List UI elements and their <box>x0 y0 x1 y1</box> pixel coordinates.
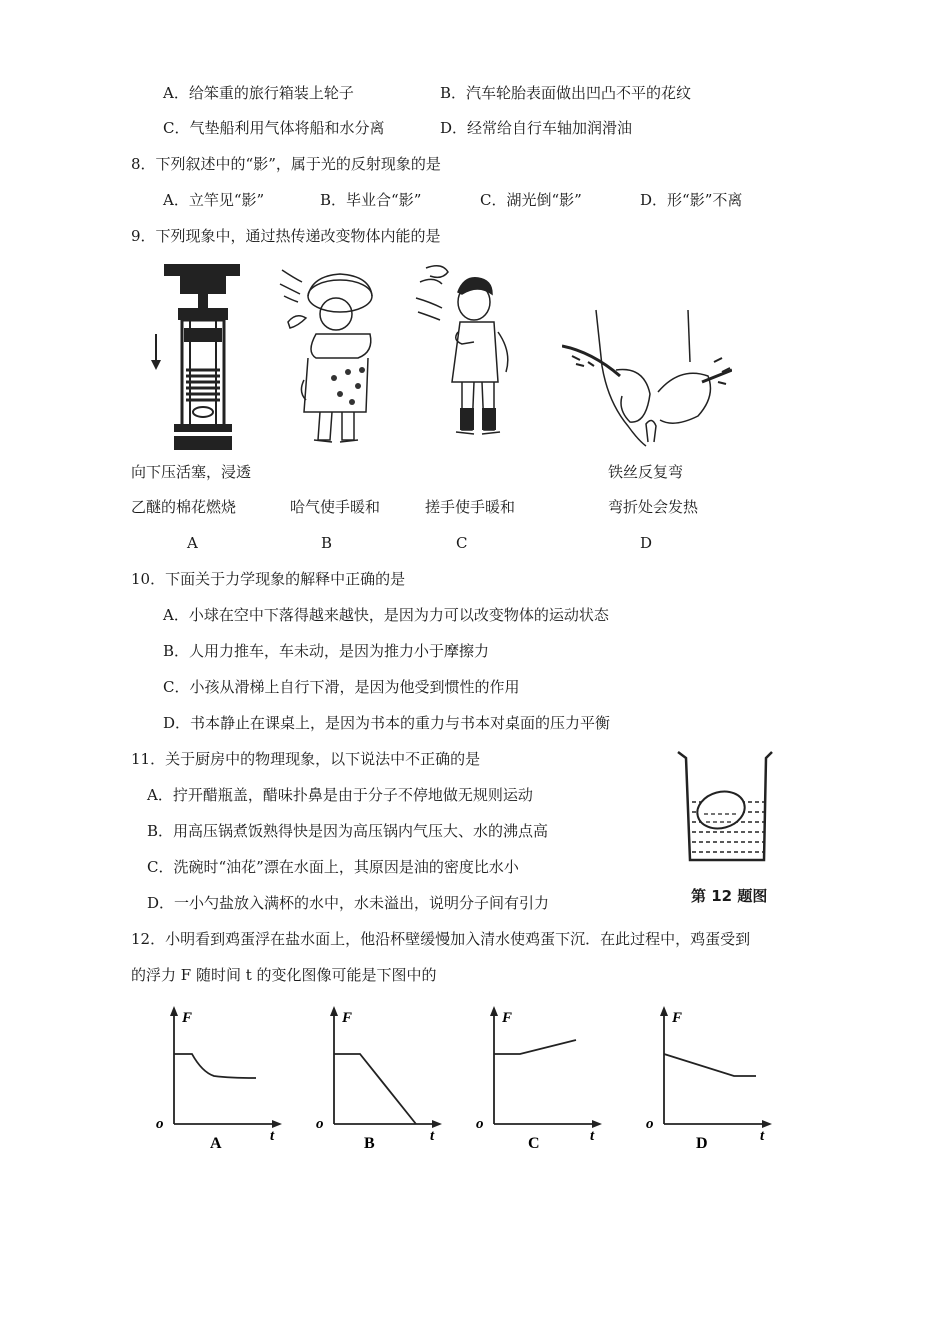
graph-b-x-label: t <box>430 1128 435 1144</box>
graph-c <box>472 1004 607 1154</box>
q11-option-d: D．一小勺盐放入满杯的水中，水未溢出，说明分子间有引力 <box>147 894 550 912</box>
q10-option-a: A．小球在空中下落得越来越快，是因为力可以改变物体的运动状态 <box>163 606 609 624</box>
label-b: B <box>321 534 333 552</box>
q12-line2: 的浮力 F 随时间 t 的变化图像可能是下图中的 <box>131 966 437 984</box>
label-a: A <box>187 534 198 552</box>
q8-option-d: D．形“影”不离 <box>640 191 743 209</box>
q11-stem: 11．关于厨房中的物理现象，以下说法中不正确的是 <box>131 750 481 768</box>
label-d: D <box>640 534 653 552</box>
beaker-egg-figure <box>676 748 776 866</box>
q10-option-c: C．小孩从滑梯上自行下滑，是因为他受到惯性的作用 <box>163 678 520 696</box>
caption-a-line2: 乙醚的棉花燃烧 <box>131 498 237 516</box>
graph-b-origin: o <box>316 1116 324 1132</box>
caption-d-line2: 弯折处会发热 <box>608 498 699 516</box>
beaker-figure-caption: 第 12 题图 <box>691 887 768 905</box>
graph-d-x-label: t <box>760 1128 765 1144</box>
caption-c: 搓手使手暖和 <box>425 498 516 516</box>
q11-option-b: B．用高压锅煮饭熟得快是因为高压锅内气压大、水的沸点高 <box>147 822 549 840</box>
q11-option-c: C．洗碗时“油花”漂在水面上，其原因是油的密度比水小 <box>147 858 519 876</box>
q11-option-a: A．拧开醋瓶盖，醋味扑鼻是由于分子不停地做无规则运动 <box>147 786 533 804</box>
q12-line1: 12．小明看到鸡蛋浮在盐水面上，他沿杯壁缓慢加入清水使鸡蛋下沉．在此过程中，鸡蛋受到 <box>131 930 751 948</box>
graph-a-origin: o <box>156 1116 164 1132</box>
graph-c-y-label: F <box>502 1010 513 1026</box>
graph-c-x-label: t <box>590 1128 595 1144</box>
breathing-on-hands-figure <box>278 262 383 452</box>
graph-b <box>312 1004 447 1154</box>
graph-c-label: C <box>528 1135 540 1152</box>
caption-d-line1: 铁丝反复弯 <box>608 463 684 481</box>
bending-wire-figure <box>562 306 732 452</box>
graph-a-x-label: t <box>270 1128 275 1144</box>
caption-b: 哈气使手暖和 <box>290 498 381 516</box>
q7-option-c: C．气垫船利用气体将船和水分离 <box>163 119 385 137</box>
q8-stem: 8．下列叙述中的“影”，属于光的反射现象的是 <box>131 155 441 173</box>
caption-a-line1: 向下压活塞，浸透 <box>131 463 252 481</box>
q7-option-d: D．经常给自行车轴加润滑油 <box>440 119 633 137</box>
graph-a-y-label: F <box>182 1010 193 1026</box>
q7-option-b: B．汽车轮胎表面做出凹凸不平的花纹 <box>440 84 692 102</box>
graph-d-label: D <box>696 1135 708 1152</box>
q8-option-a: A．立竿见“影” <box>163 191 265 209</box>
q8-option-b: B．毕业合“影” <box>320 191 422 209</box>
graph-d <box>642 1004 777 1154</box>
graph-d-origin: o <box>646 1116 654 1132</box>
label-c: C <box>456 534 468 552</box>
q10-option-b: B．人用力推车，车未动，是因为推力小于摩擦力 <box>163 642 490 660</box>
graph-b-y-label: F <box>342 1010 353 1026</box>
graph-c-origin: o <box>476 1116 484 1132</box>
q9-stem: 9．下列现象中，通过热传递改变物体内能的是 <box>131 227 441 245</box>
q8-option-c: C．湖光倒“影” <box>480 191 582 209</box>
graph-a-label: A <box>210 1135 222 1152</box>
graph-d-y-label: F <box>672 1010 683 1026</box>
q7-option-a: A．给笨重的旅行箱装上轮子 <box>163 84 354 102</box>
graph-a <box>152 1004 287 1154</box>
q10-stem: 10．下面关于力学现象的解释中正确的是 <box>131 570 406 588</box>
graph-b-label: B <box>364 1135 375 1152</box>
rubbing-hands-figure <box>412 262 522 452</box>
fire-syringe-figure <box>140 262 240 452</box>
q10-option-d: D．书本静止在课桌上，是因为书本的重力与书本对桌面的压力平衡 <box>163 714 611 732</box>
